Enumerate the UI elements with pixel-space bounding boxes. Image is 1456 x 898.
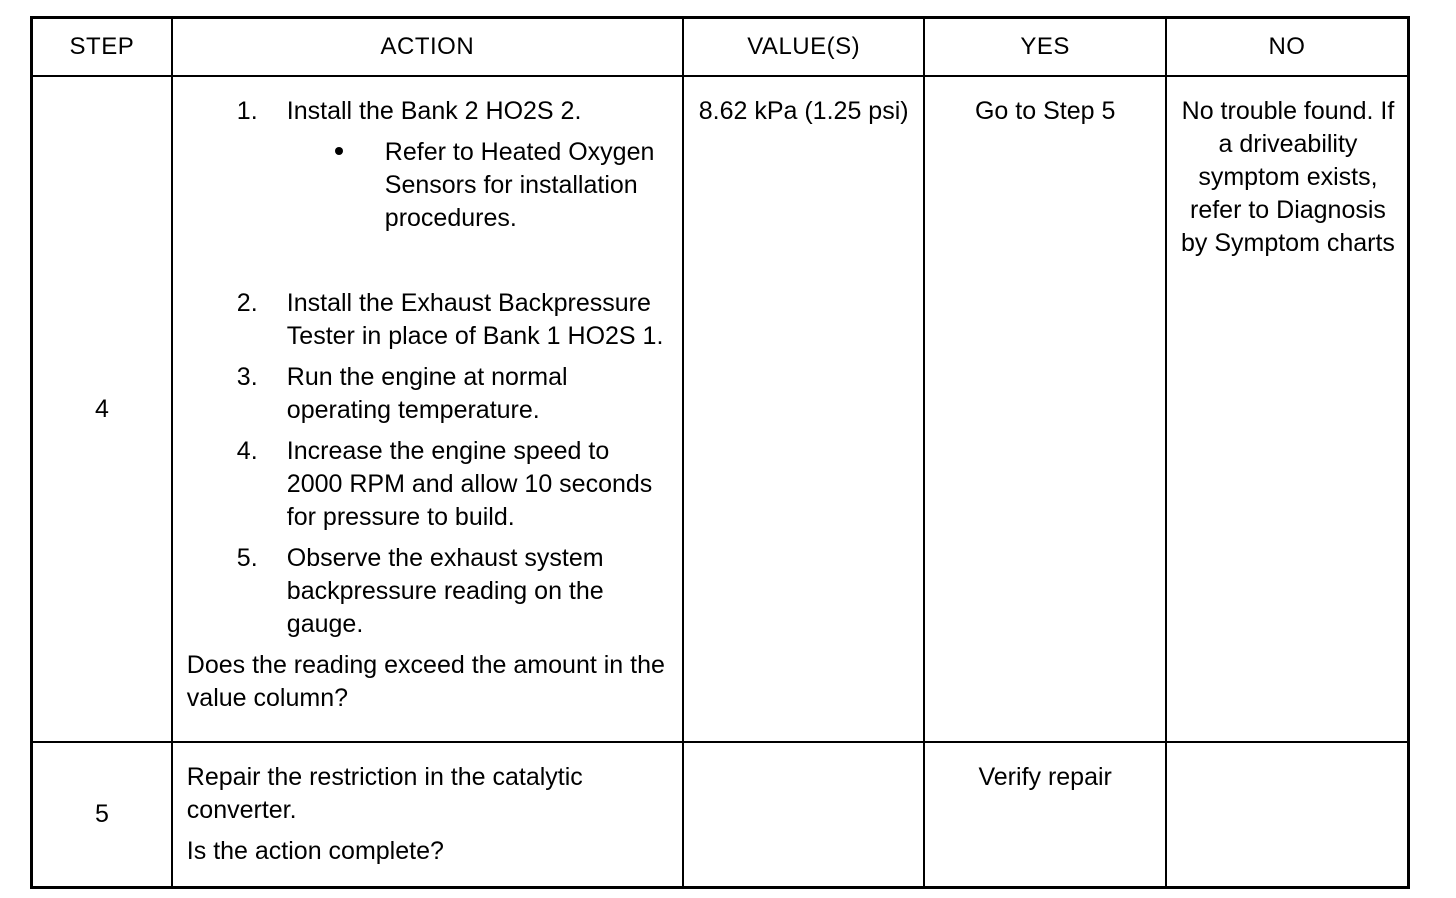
- list-item-text: Increase the engine speed to 2000 RPM and allow 10 seconds for pressure to build.: [286, 437, 653, 531]
- list-item: [187, 435, 670, 534]
- header-no: NO: [1166, 18, 1409, 77]
- list-item-number: 2.: [236, 289, 258, 317]
- header-row: [32, 18, 1409, 77]
- sub-bullet: [287, 136, 670, 235]
- yes-cell: Go to Step 5: [924, 76, 1166, 742]
- list-item-text: Run the engine at normal operating temperature.: [286, 363, 568, 424]
- list-item-number: 4.: [236, 437, 258, 465]
- list-item-number: 3.: [236, 363, 258, 391]
- action-text: Repair the restriction in the catalytic converter.: [186, 763, 583, 824]
- action-question: Is the action complete?: [186, 837, 444, 865]
- list-item-text: Install the Bank 2 HO2S 2.: [286, 97, 582, 125]
- header-step: STEP: [32, 18, 172, 77]
- action-cell: [172, 76, 683, 742]
- no-cell: [1166, 742, 1409, 888]
- list-item: [187, 361, 670, 427]
- header-values: VALUE(S): [683, 18, 925, 77]
- table-row: [32, 76, 1409, 742]
- sub-bullet-text: Refer to Heated Oxygen Sensors for installation procedures.: [384, 138, 655, 232]
- header-yes: YES: [924, 18, 1166, 77]
- yes-cell: Verify repair: [924, 742, 1166, 888]
- action-steps-list: [187, 95, 670, 641]
- action-cell: [172, 742, 683, 888]
- action-question: Does the reading exceed the amount in the value column?: [186, 651, 665, 712]
- table-row: [32, 742, 1409, 888]
- diagnostic-table: [30, 16, 1410, 889]
- list-item-text: Install the Exhaust Backpressure Tester in place of Bank 1 HO2S 1.: [286, 289, 664, 350]
- step-number: 5: [32, 742, 172, 888]
- list-item: [187, 542, 670, 641]
- list-item-text: Observe the exhaust system backpressure reading on the gauge.: [286, 544, 604, 638]
- bullet-icon: [335, 147, 343, 155]
- value-cell: 8.62 kPa (1.25 psi): [683, 76, 925, 742]
- value-cell: [683, 742, 925, 888]
- list-item: [187, 95, 670, 279]
- list-item: [187, 287, 670, 353]
- list-item-number: 5.: [236, 544, 258, 572]
- no-cell: No trouble found. If a driveability symptom exists, refer to Diagnosis by Symptom charts: [1166, 76, 1409, 742]
- step-number: 4: [32, 76, 172, 742]
- list-item-number: 1.: [236, 97, 258, 125]
- header-action: ACTION: [172, 18, 683, 77]
